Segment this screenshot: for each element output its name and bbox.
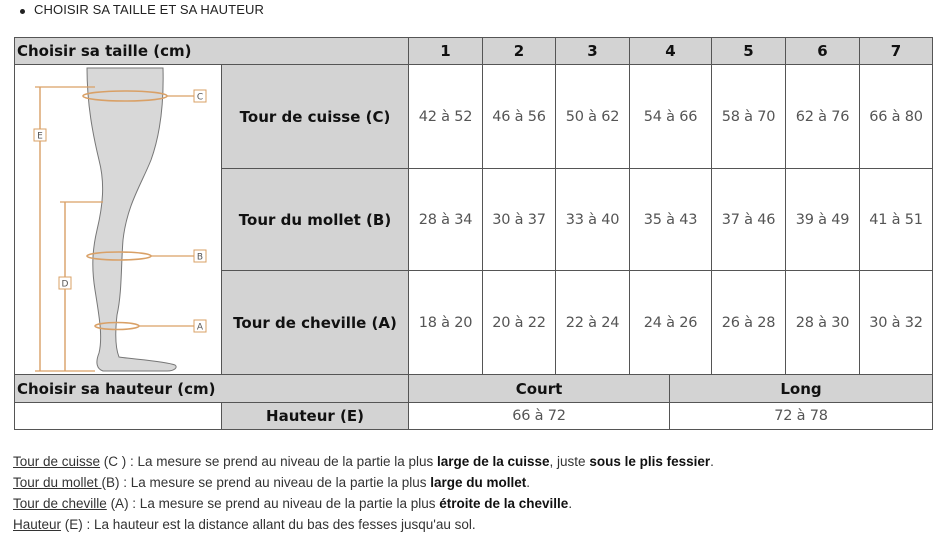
value-cell (629, 64, 712, 169)
value-cell (859, 64, 933, 169)
value-cell (408, 64, 483, 169)
value-text: 66 à 72 (512, 408, 566, 424)
row-label-text: Tour de cheville (A) (233, 313, 397, 332)
legend-line-height (13, 517, 476, 532)
height-option-text: Long (780, 379, 822, 398)
value-text: 50 à 62 (565, 108, 620, 125)
size-col-5 (711, 37, 786, 65)
legend-bold: étroite de la cheville (439, 496, 569, 511)
row-label-ankle (221, 270, 409, 375)
legend-text: (B) : La mesure se prend au niveau de la partie la plus (101, 475, 431, 490)
legend-text: . (526, 475, 531, 490)
size-header-text: Choisir sa taille (cm) (17, 42, 192, 60)
height-value-long (669, 402, 933, 430)
label-c: C (196, 92, 204, 103)
value-cell (408, 168, 483, 271)
value-text: 35 à 43 (643, 211, 698, 228)
legend-bold: sous le plis fessier (589, 454, 711, 469)
legend-line-ankle (13, 496, 572, 511)
size-col-1 (408, 37, 483, 65)
value-text: 30 à 37 (492, 211, 546, 228)
legend-text: , juste (549, 454, 590, 469)
row-label-thigh (221, 64, 409, 169)
value-cell (482, 168, 556, 271)
value-text: 41 à 51 (869, 211, 923, 228)
size-number: 4 (665, 42, 676, 60)
value-cell (859, 270, 933, 375)
value-text: 46 à 56 (492, 108, 546, 125)
height-option-text: Court (515, 379, 563, 398)
value-cell (785, 64, 860, 169)
label-d: D (61, 279, 69, 290)
size-number: 2 (513, 42, 525, 60)
height-header (14, 374, 409, 403)
legend-line-thigh (13, 454, 714, 469)
value-cell (629, 270, 712, 375)
value-cell (859, 168, 933, 271)
size-col-4 (629, 37, 712, 65)
value-text: 20 à 22 (492, 314, 546, 331)
row-label-text: Tour du mollet (B) (238, 210, 392, 229)
size-number: 5 (743, 42, 754, 60)
value-text: 39 à 49 (795, 211, 850, 228)
value-cell (555, 64, 630, 169)
value-text: 72 à 78 (774, 408, 828, 424)
value-cell (482, 64, 556, 169)
value-text: 54 à 66 (643, 108, 698, 125)
legend-bold: large de la cuisse (436, 454, 550, 469)
size-number: 7 (890, 42, 902, 60)
legend-text: (C ) : La mesure se prend au niveau de la partie la plus (100, 454, 437, 469)
size-col-7 (859, 37, 933, 65)
value-text: 28 à 34 (418, 211, 473, 228)
value-text: 58 à 70 (721, 108, 776, 125)
legend-term: Hauteur (13, 517, 62, 532)
height-label-text: Hauteur (E) (266, 407, 364, 425)
value-cell (555, 270, 630, 375)
leg-diagram (15, 65, 221, 374)
value-cell (629, 168, 712, 271)
legend-term: Tour de cheville (13, 496, 107, 511)
value-text: 42 à 52 (418, 108, 473, 125)
legend-text: . (568, 496, 573, 511)
section-heading-text: CHOISIR SA TAILLE ET SA HAUTEUR (34, 2, 264, 17)
height-option-court (408, 374, 670, 403)
bullet-icon (20, 9, 25, 14)
size-number: 3 (587, 42, 598, 60)
label-b: B (196, 252, 204, 263)
value-text: 22 à 24 (565, 314, 620, 331)
value-text: 30 à 32 (869, 314, 923, 331)
legend-term: Tour de cuisse (13, 454, 101, 469)
size-col-2 (482, 37, 556, 65)
height-label (221, 402, 409, 430)
size-number: 6 (817, 42, 828, 60)
value-cell (482, 270, 556, 375)
value-text: 26 à 28 (721, 314, 776, 331)
value-text: 28 à 30 (795, 314, 850, 331)
label-a: A (196, 322, 204, 333)
value-cell (785, 270, 860, 375)
value-text: 18 à 20 (418, 314, 473, 331)
value-cell (711, 270, 786, 375)
row-label-text: Tour de cuisse (C) (239, 107, 391, 126)
value-text: 24 à 26 (643, 314, 698, 331)
value-text: 33 à 40 (565, 211, 620, 228)
size-col-3 (555, 37, 630, 65)
value-cell (711, 168, 786, 271)
label-e: E (37, 131, 43, 142)
size-number: 1 (440, 42, 451, 60)
value-cell (555, 168, 630, 271)
legend-text: . (710, 454, 714, 469)
value-text: 62 à 76 (795, 108, 850, 125)
height-header-text: Choisir sa hauteur (cm) (17, 379, 216, 398)
value-cell (785, 168, 860, 271)
legend-text: (E) : La hauteur est la distance allant du bas des fesses jusqu'au sol. (61, 517, 476, 532)
legend-text: (A) : La mesure se prend au niveau de la partie la plus (106, 496, 440, 511)
legend-bold: large du mollet (430, 475, 527, 490)
size-col-6 (785, 37, 860, 65)
size-header (14, 37, 409, 65)
row-label-calf (221, 168, 409, 271)
height-value-court (408, 402, 670, 430)
height-blank-cell (14, 402, 222, 430)
value-cell (408, 270, 483, 375)
section-heading (34, 2, 264, 17)
height-option-long (669, 374, 933, 403)
leg-diagram-cell (14, 64, 222, 375)
legend-term: Tour du mollet (13, 475, 102, 490)
value-text: 37 à 46 (721, 211, 776, 228)
value-cell (711, 64, 786, 169)
value-text: 66 à 80 (869, 108, 923, 125)
legend-line-calf (13, 475, 530, 490)
